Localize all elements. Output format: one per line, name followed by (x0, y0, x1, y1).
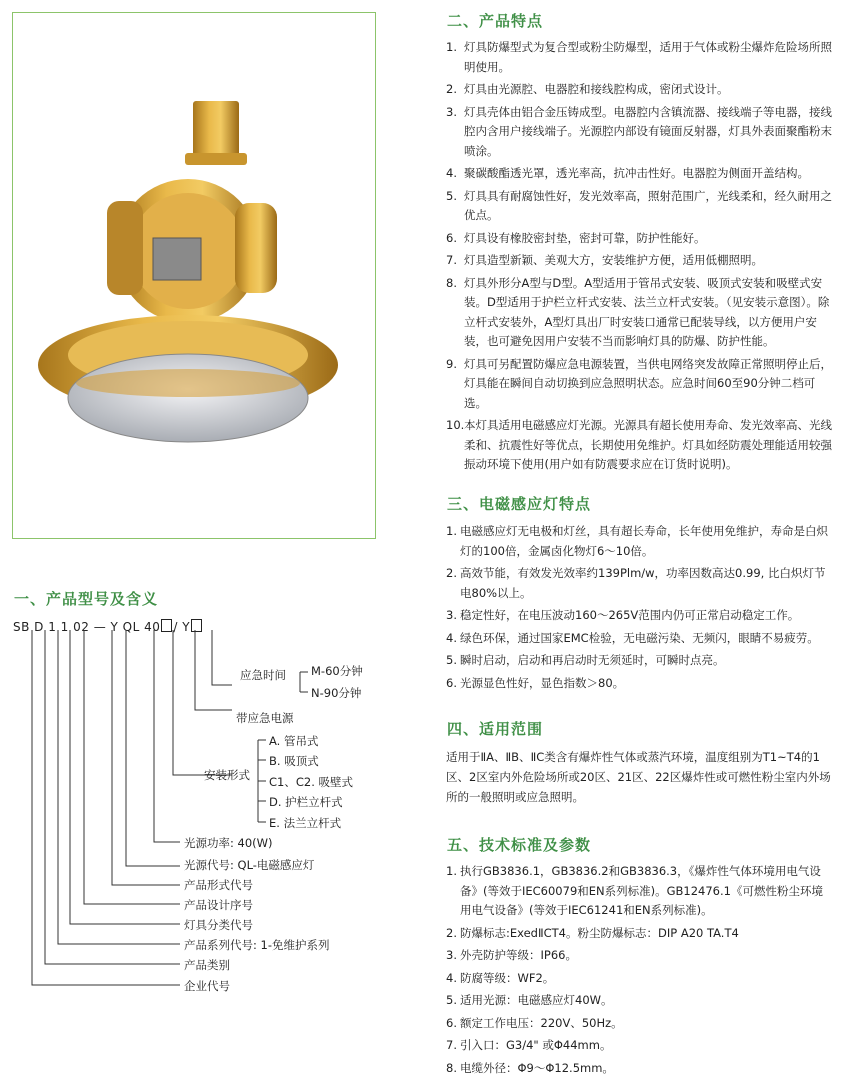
series-code-label: 产品系列代号: 1-免维护系列 (184, 938, 330, 952)
list-item: 3. 灯具壳体由铝合金压铸成型。电器腔内含镇流器、接线端子等电器，接线腔内含用户接线端子。光源腔内部设有镜面反射器，灯具外表面聚酯粉末喷涂。 (446, 104, 832, 158)
list-item: 5. 灯具具有耐腐蚀性好，发光效率高，照射范围广，光线柔和，经久耐用之优点。 (446, 188, 832, 222)
install-option-d: D. 护栏立杆式 (269, 795, 343, 809)
list-item: 8. 电缆外径：Φ9～Φ12.5mm。 (446, 1060, 614, 1075)
list-item: 4. 绿色环保，通过国家EMC检验，无电磁污染、无频闪，眼睛不易疲劳。 (446, 630, 819, 645)
product-photo-frame (12, 12, 376, 539)
light-code-label: 光源代号: QL-电磁感应灯 (184, 858, 315, 872)
section3-title: 三、电磁感应灯特点 (447, 495, 592, 513)
section2-list (446, 38, 832, 478)
section2-title: 二、产品特点 (447, 12, 544, 30)
list-item: 2. 防爆标志:ExedⅡCT4。粉尘防爆标志：DIP A20 TA.T4 (446, 925, 739, 940)
power-label: 光源功率: 40(W) (184, 836, 273, 850)
list-item: 4. 聚碳酸酯透光罩，透光率高，抗冲击性好。电器腔为侧面开盖结构。 (446, 166, 809, 180)
list-item: 8. 灯具外形分A型与D型。A型适用于管吊式安装、吸顶式安装和吸壁式安装。D型适用于护栏立杆式安装、法兰立杆式安装。（见安装示意图）。除立杆式安装外，A型灯具出厂时安装口通常已配装导线，以方便用户安装，也可避免因用户安装不当而影响灯具的防爆、防护性能。 (446, 275, 830, 348)
company-code-label: 企业代号 (184, 979, 230, 993)
install-option-a: A. 管吊式 (269, 734, 319, 748)
class-code-label: 灯具分类代号 (184, 918, 253, 932)
list-item: 7. 灯具造型新颖、美观大方，安装维护方便，适用低棚照明。 (446, 253, 763, 267)
list-item: 4. 防腐等级：WF2。 (446, 970, 555, 985)
emergency-option-m: M-60分钟 (311, 664, 363, 678)
install-option-e: E. 法兰立杆式 (269, 816, 342, 830)
category-label: 产品类别 (184, 958, 230, 972)
list-item: 5. 适用光源：电磁感应灯40W。 (446, 993, 613, 1007)
design-seq-label: 产品设计序号 (184, 898, 253, 912)
list-item: 2. 灯具由光源腔、电器腔和接线腔构成，密闭式设计。 (446, 82, 729, 96)
emergency-time-label: 应急时间 (240, 668, 286, 682)
install-label: 安装形式 (204, 768, 250, 782)
list-item: 5. 瞬时启动，启动和再启动时无须延时，可瞬时点亮。 (446, 653, 725, 667)
list-item: 9. 灯具可另配置防爆应急电源装置，当供电网络突发故障正常照明停止后，灯具能在瞬间自动切换到应急照明状态。应急时间60至90分钟二档可选。 (446, 356, 832, 410)
list-item: 6. 额定工作电压：220V、50Hz。 (446, 1015, 623, 1030)
section4-text: 适用于ⅡA、ⅡB、ⅡC类含有爆炸性气体或蒸汽环境，温度组别为T1~T4的1区、2区室内外危险场所或20区、21区、22区爆炸性或可燃性粉尘室内外场所的一般照明或应急照明。 (446, 750, 831, 804)
list-item: 3. 稳定性好，在电压波动160～265V范围内仍可正常启动稳定工作。 (446, 608, 800, 622)
emergency-power-label: 带应急电源 (236, 711, 294, 725)
section5-title: 五、技术标准及参数 (447, 836, 592, 854)
list-item: 3. 外壳防护等级：IP66。 (446, 948, 577, 962)
list-item: 1. 电磁感应灯无电极和灯丝，具有超长寿命，长年使用免维护，寿命是白炽灯的100倍，金属卤化物灯6～10倍。 (446, 524, 828, 558)
list-item: 7. 引入口：G3/4" 或Φ44mm。 (446, 1038, 612, 1052)
section1-title: 一、产品型号及含义 (14, 590, 159, 608)
explosion-proof-lamp-illustration (13, 13, 375, 538)
list-item: 6. 灯具设有橡胶密封垫，密封可靠，防护性能好。 (446, 230, 706, 245)
list-item: 6. 光源显色性好，显色指数＞80。 (446, 675, 625, 690)
form-code-label: 产品形式代号 (184, 878, 253, 892)
list-item: 1. 灯具防爆型式为复合型或粉尘防爆型，适用于气体或粉尘爆炸危险场所照明使用。 (446, 40, 832, 74)
list-item: 10. 本灯具适用电磁感应灯光源。光源具有超长使用寿命、发光效率高、光线柔和、抗震性好等优点，长期使用免维护。灯具如经防震处理能适用较强振动环境下使用(用户如有防震要求应在订货时说明)。 (446, 418, 832, 471)
model-code-prefix: SB D 1 1 02 — Y QL 40 (13, 620, 161, 634)
install-option-b: B. 吸顶式 (269, 754, 319, 768)
model-code-slash: / Y (173, 620, 191, 634)
install-option-c: C1、C2. 吸壁式 (269, 775, 354, 789)
section5-list (446, 862, 832, 1081)
section3-list (446, 522, 832, 696)
list-item: 2. 高效节能，有效发光效率约139Plm/w，功率因数高达0.99, 比白炽灯节电80%以上。 (446, 566, 826, 600)
list-item: 1. 执行GB3836.1，GB3836.2和GB3836.3，《爆炸性气体环境用电气设备》(等效于IEC60079和EN系列标准)。GB12476.1《可燃性粉尘环境用电气设备》(等效于IEC61241和EN系列标准)。 (446, 864, 823, 917)
section4-title: 四、适用范围 (447, 720, 544, 738)
emergency-option-n: N-90分钟 (311, 686, 362, 700)
